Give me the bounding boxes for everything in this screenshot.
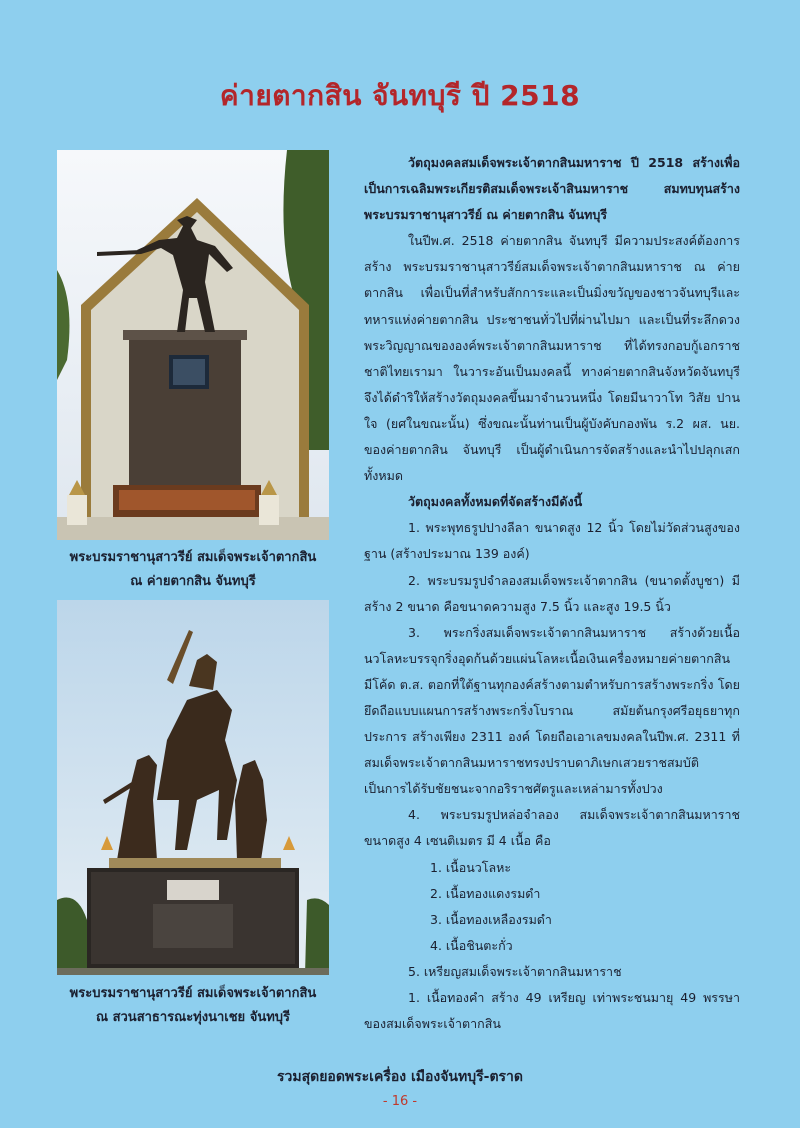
equestrian-statue-monument-photo <box>57 150 329 540</box>
caption-line: พระบรมราชานุสาวรีย์ สมเด็จพระเจ้าตากสิน <box>69 550 317 565</box>
sub-list-item: 1. เนื้อนวโลหะ <box>430 859 512 875</box>
monument-photo-camp <box>57 150 329 540</box>
page-title: ค่ายตากสิน จันทบุรี ปี 2518 <box>219 79 581 112</box>
article-body <box>364 150 740 1037</box>
photo-caption-2 <box>40 982 346 1030</box>
list-item: 4. พระบรมรูปหล่อจำลอง สมเด็จพระเจ้าตากสินมหาราช ขนาดสูง 4 เซนติเมตร มี 4 เนื้อ คือ <box>364 807 740 849</box>
footer-title: รวมสุดยอดพระเครื่อง เมืองจันทบุรี-ตราด <box>276 1069 524 1085</box>
sub-list-item: 1. เนื้อทองคำ สร้าง 49 เหรียญ เท่าพระชนมายุ 49 พรรษาของสมเด็จพระเจ้าตากสิน <box>364 990 740 1032</box>
list-item: 5. เหรียญสมเด็จพระเจ้าตากสินมหาราช <box>408 963 622 979</box>
list-item: 1. พระพุทธรูปปางลีลา ขนาดสูง 12 นิ้ว โดยไม่วัดส่วนสูงของฐาน (สร้างประมาณ 139 องค์) <box>364 520 740 562</box>
sub-list-item: 3. เนื้อทองเหลืองรมดำ <box>430 911 552 927</box>
article-intro: วัตถุมงคลสมเด็จพระเจ้าตากสินมหาราช ปี 2518 สร้างเพื่อเป็นการเฉลิมพระเกียรติสมเด็จพระเจ้าสินมหาราช สมทบทุนสร้างพระบรมราชานุสาวรีย์ ณ ค่ายตากสิน จันทบุรี <box>364 155 740 223</box>
list-item: 2. พระบรมรูปจำลองสมเด็จพระเจ้าตากสิน (ขนาดตั้งบูชา) มีสร้าง 2 ขนาด คือขนาดความสูง 7.5 นิ้ว และสูง 19.5 นิ้ว <box>364 572 740 614</box>
caption-line: ณ สวนสาธารณะทุ่งนาเชย จันทบุรี <box>95 1010 291 1025</box>
page-number: - 16 - <box>382 1094 418 1109</box>
sub-list-item: 2. เนื้อทองแดงรมดำ <box>430 885 541 901</box>
list-heading: วัตถุมงคลทั้งหมดที่จัดสร้างมีดังนี้ <box>408 494 583 510</box>
photo-caption-1 <box>40 546 346 594</box>
list-item: 3. พระกริ่งสมเด็จพระเจ้าตากสินมหาราช สร้างด้วยเนื้อนวโลหะบรรจุกริ่งอุดก้นด้วยแผ่นโลหะเนื้อเงินเครื่องหมายค่ายตากสิน มีโค้ด ต.ส. ตอกที่ใต้ฐานทุกองค์สร้างตามตำหรับการสร้างพระกริ่ง โดยยึดถือแบบแผนการสร้างพระกริ่งโบราณ สมัยต้นกรุงศรีอยุธยาทุกประการ สร้างเพียง 2311 องค์ โดยถือเอาเลขมงคลในปีพ.ศ. 2311 ที่สมเด็จพระเจ้าตากสินมหาราชทรงปราบดาภิเษกเสวยราชสมบัติเป็นการได้รับชัยชนะจากอริราชศัตรูและเหล่ามารทั้งปวง <box>364 624 740 797</box>
caption-line: พระบรมราชานุสาวรีย์ สมเด็จพระเจ้าตากสิน <box>69 986 317 1001</box>
monument-photo-park <box>57 600 329 975</box>
article-paragraph: ในปีพ.ศ. 2518 ค่ายตากสิน จันทบุรี มีความประสงค์ต้องการสร้าง พระบรมราชานุสาวรีย์สมเด็จพระเจ้าตากสินมหาราช ณ ค่ายตากสิน เพื่อเป็นที่สำหรับสักการะและเป็นมิ่งขวัญของชาวจันทบุรีและทหารแห่งค่ายตากสิน ประชาชนทั่วไปที่ผ่านไปมา และเป็นที่ระลึกดวงพระวิญญาณขององค์พระเจ้าตากสินมหาราช ที่ได้ทรงกอบกู้เอกราชชาติไทยเรามา ในวาระอันเป็นมงคลนี้ ทางค่ายตากสินจังหวัดจันทบุรีจึงได้ดำริให้สร้างวัตถุมงคลขึ้นมาจำนวนหนึ่ง โดยมีนาวาโท วิสัย ปานใจ (ยศในขณะนั้น) ซึ่งขณะนั้นท่านเป็นผู้บังคับกองพัน ร.2 ผส. นย. ของค่ายตากสิน จันทบุรี เป็นผู้ดำเนินการจัดสร้างและนำไปปลุกเสกทั้งหมด <box>364 233 740 484</box>
equestrian-statue-park-photo <box>57 600 329 975</box>
sub-list-item: 4. เนื้อชินตะกั่ว <box>430 937 513 953</box>
caption-line: ณ ค่ายตากสิน จันทบุรี <box>130 574 256 589</box>
